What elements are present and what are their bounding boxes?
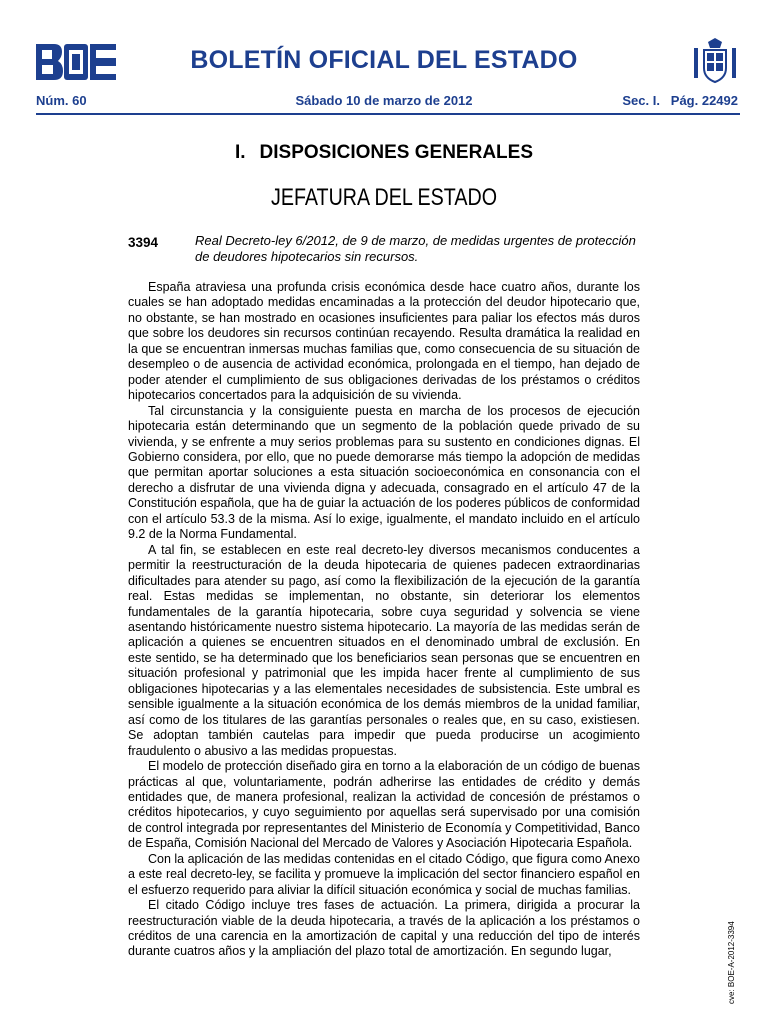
body-paragraph: A tal fin, se establecen en este real decreto-ley diversos mecanismos conducentes a permitir la reestructuración de la deuda hipotecaria de quienes padecen extraordinarias dificultades para atender su pago, así como la flexibilización de la ejecución de la garantía real. Estas medidas se implementan, no obstante, sin deteriorar los elementos fundamentales de la garantía hipotecaria, sobre cuya seguridad y solvencia se viene asentando históricamente nuestro sistema hipotecario. La mayoría de las medidas serán de aplicación a quienes se encuentren situados en el denominado umbral de exclusión. En este sentido, se ha determinado que los beneficiarios sean personas que se encuentren en situación profesional y patrimonial que les impida hacer frente al cumplimiento de sus obligaciones hipotecarias y a las elementales necesidades de subsistencia. Este umbral es sensible igualmente a la situación económica de los demás miembros de la unidad familiar, así como de los titulares de las garantías personales o reales que, en su caso, existiesen. Se adoptan también cautelas para impedir que pueda producirse un acogimiento fraudulento o abusivo a las medidas propuestas. xyxy=(128,542,640,758)
document-title: Real Decreto-ley 6/2012, de 9 de marzo, de medidas urgentes de protección de deudores hipotecarios sin recursos. xyxy=(195,233,636,264)
body-paragraph: El citado Código incluye tres fases de actuación. La primera, dirigida a procurar la reestructuración viable de la deuda hipotecaria, a través de la aplicación a los préstamos o créditos de una carencia en la amortización de capital y una reducción del tipo de interés durante cuatros años y la ampliación del plazo total de amortización. En segundo lugar, xyxy=(128,898,640,959)
coat-of-arms-icon xyxy=(690,38,740,84)
body-paragraph: Con la aplicación de las medidas contenidas en el citado Código, que figura como Anexo a este real decreto-ley, se facilita y promueve la implicación del sector financiero español en el esfuerzo requerido para aliviar la difícil situación económica y social de muchas familias. xyxy=(128,851,640,897)
body-paragraph: El modelo de protección diseñado gira en torno a la elaboración de un código de buenas prácticas al que, voluntariamente, podrán adherirse las entidades de crédito y demás entidades que, de manera profesional, realizan la actividad de concesión de préstamos o créditos hipotecarios, y cuyo seguimiento por aquellas será supervisado por una comisión de control integrada por representantes del Ministerio de Economía y Competitividad, Banco de España, Comisión Nacional del Mercado de Valores y Asociación Hipotecaria Española. xyxy=(128,759,640,851)
cve-code: cve: BOE-A-2012-3394 xyxy=(727,921,736,1004)
agency-heading: JEFATURA DEL ESTADO xyxy=(270,184,498,211)
body-paragraph: Tal circunstancia y la consiguiente puesta en marcha de los procesos de ejecución hipotecaria están determinando que un segmento de la población quede privado de su vivienda, y se enfrente a muy serios problemas para su sustento en condiciones dignas. El Gobierno considera, por ello, que no puede demorarse más tiempo la adopción de medidas que permitan aportar soluciones a esta situación socioeconómica en consonancia con el derecho a disfrutar de una vivienda digna y adecuada, consagrado en el artículo 47 de la Constitución española, que ha de guiar la actuación de los poderes públicos de conformidad con el artículo 53.3 de la misma. Así lo exige, igualmente, el mandato incluido en el artículo 9.2 de la Norma Fundamental. xyxy=(128,403,640,542)
header-divider xyxy=(36,113,740,115)
section-title: DISPOSICIONES GENERALES xyxy=(259,142,533,163)
section-page: Sec. I. Pág. 22492 xyxy=(622,93,738,108)
section-heading xyxy=(0,142,768,164)
document-number: 3394 xyxy=(128,235,159,250)
issue-date: Sábado 10 de marzo de 2012 xyxy=(295,93,473,108)
issue-number: Núm. 60 xyxy=(36,93,87,108)
body-paragraph: España atraviesa una profunda crisis económica desde hace cuatro años, durante los cuales se han adoptado medidas encaminadas a la protección del deudor hipotecario que, no obstante, se han mostrado en ocasiones insuficientes para paliar los efectos más duros que sobre los deudores sin recursos continúan recayendo. Resulta dramática la realidad en la que se encuentran inmersas muchas familias que, como consecuencia de su situación de desempleo o de ausencia de actividad económica, prolongada en el tiempo, han dejado de poder atender el cumplimiento de sus obligaciones derivadas de los préstamos o créditos hipotecarios concertados para la adquisición de su vivienda. xyxy=(128,280,640,403)
document-body xyxy=(128,280,640,960)
gazette-title: BOLETÍN OFICIAL DEL ESTADO xyxy=(190,46,578,74)
section-number: I. xyxy=(234,142,246,163)
